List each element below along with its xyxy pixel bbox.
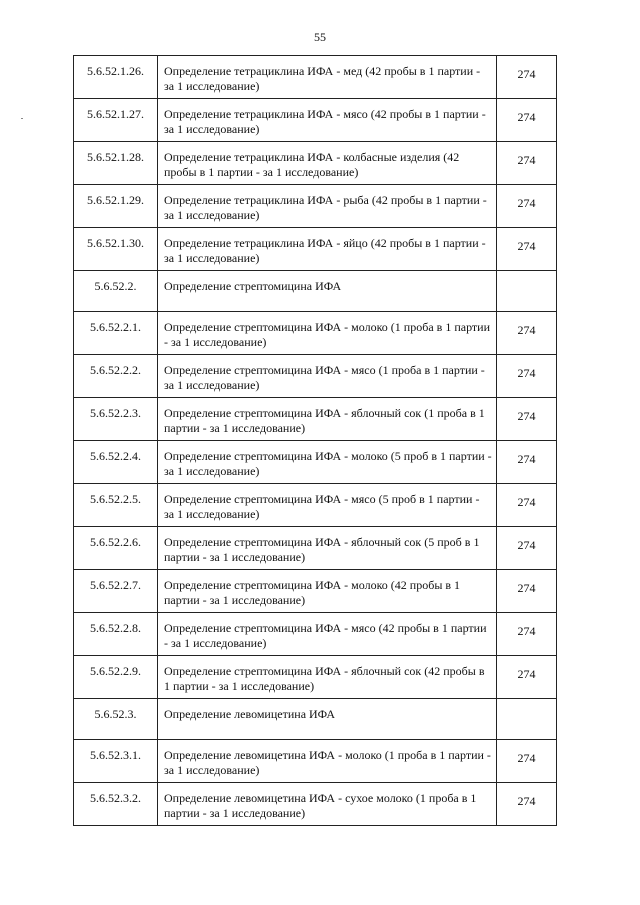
table-row-section (74, 271, 557, 312)
service-price: 274 (497, 740, 557, 783)
service-description: Определение стрептомицина ИФА - яблочный сок (1 проба в 1 партии - за 1 исследование) (158, 398, 497, 441)
service-description: Определение тетрациклина ИФА - яйцо (42 пробы в 1 партии - за 1 исследование) (158, 228, 497, 271)
table-row (74, 355, 557, 398)
service-code: 5.6.52.2.3. (74, 398, 158, 441)
service-code: 5.6.52.2.4. (74, 441, 158, 484)
price-table (73, 55, 557, 826)
service-description: Определение стрептомицина ИФА - молоко (42 пробы в 1 партии - за 1 исследование) (158, 570, 497, 613)
service-description: Определение стрептомицина ИФА - мясо (1 проба в 1 партии - за 1 исследование) (158, 355, 497, 398)
service-description: Определение тетрациклина ИФА - мед (42 пробы в 1 партии - за 1 исследование) (158, 56, 497, 99)
table-row (74, 142, 557, 185)
service-code: 5.6.52.2.6. (74, 527, 158, 570)
table-row-section (74, 699, 557, 740)
service-price: 274 (497, 56, 557, 99)
service-price: 274 (497, 99, 557, 142)
service-code: 5.6.52.2.1. (74, 312, 158, 355)
service-description: Определение левомицетина ИФА - сухое молоко (1 проба в 1 партии - за 1 исследование) (158, 783, 497, 826)
table-row (74, 398, 557, 441)
service-price: 274 (497, 142, 557, 185)
service-description: Определение тетрациклина ИФА - колбасные изделия (42 пробы в 1 партии - за 1 исследование) (158, 142, 497, 185)
section-title: Определение левомицетина ИФА (158, 699, 497, 740)
service-description: Определение стрептомицина ИФА - мясо (5 проб в 1 партии - за 1 исследование) (158, 484, 497, 527)
service-code: 5.6.52.2.8. (74, 613, 158, 656)
service-code: 5.6.52.1.30. (74, 228, 158, 271)
service-code: 5.6.52.1.27. (74, 99, 158, 142)
service-description: Определение тетрациклина ИФА - мясо (42 пробы в 1 партии - за 1 исследование) (158, 99, 497, 142)
service-code: 5.6.52.1.28. (74, 142, 158, 185)
table-row (74, 441, 557, 484)
table-row (74, 484, 557, 527)
service-code: 5.6.52.2.9. (74, 656, 158, 699)
table-row (74, 656, 557, 699)
table-row (74, 527, 557, 570)
table-row (74, 99, 557, 142)
table-row (74, 783, 557, 826)
service-description: Определение стрептомицина ИФА - молоко (5 проб в 1 партии - за 1 исследование) (158, 441, 497, 484)
service-code: 5.6.52.3.1. (74, 740, 158, 783)
service-price: 274 (497, 185, 557, 228)
service-price: 274 (497, 441, 557, 484)
scan-mark (21, 118, 23, 119)
page-number: 55 (314, 30, 326, 44)
service-description: Определение стрептомицина ИФА - яблочный сок (42 пробы в 1 партии - за 1 исследование) (158, 656, 497, 699)
service-price: 274 (497, 783, 557, 826)
table-row (74, 740, 557, 783)
service-description: Определение левомицетина ИФА - молоко (1 проба в 1 партии - за 1 исследование) (158, 740, 497, 783)
service-price: 274 (497, 398, 557, 441)
service-description: Определение тетрациклина ИФА - рыба (42 пробы в 1 партии - за 1 исследование) (158, 185, 497, 228)
service-price: 274 (497, 527, 557, 570)
service-code: 5.6.52.3.2. (74, 783, 158, 826)
service-price: 274 (497, 570, 557, 613)
service-price (497, 271, 557, 312)
service-price: 274 (497, 312, 557, 355)
service-code: 5.6.52.1.26. (74, 56, 158, 99)
service-code: 5.6.52.2.5. (74, 484, 158, 527)
table-row (74, 613, 557, 656)
section-title: Определение стрептомицина ИФА (158, 271, 497, 312)
service-code: 5.6.52.2.7. (74, 570, 158, 613)
service-price: 274 (497, 355, 557, 398)
table-row (74, 228, 557, 271)
service-description: Определение стрептомицина ИФА - молоко (1 проба в 1 партии - за 1 исследование) (158, 312, 497, 355)
table-row (74, 56, 557, 99)
service-price (497, 699, 557, 740)
table-row (74, 570, 557, 613)
service-description: Определение стрептомицина ИФА - мясо (42 пробы в 1 партии - за 1 исследование) (158, 613, 497, 656)
section-code: 5.6.52.3. (74, 699, 158, 740)
service-price: 274 (497, 656, 557, 699)
price-table-body (74, 56, 557, 826)
service-price: 274 (497, 484, 557, 527)
service-price: 274 (497, 613, 557, 656)
service-description: Определение стрептомицина ИФА - яблочный сок (5 проб в 1 партии - за 1 исследование) (158, 527, 497, 570)
section-code: 5.6.52.2. (74, 271, 158, 312)
service-price: 274 (497, 228, 557, 271)
table-row (74, 185, 557, 228)
service-code: 5.6.52.2.2. (74, 355, 158, 398)
table-row (74, 312, 557, 355)
service-code: 5.6.52.1.29. (74, 185, 158, 228)
